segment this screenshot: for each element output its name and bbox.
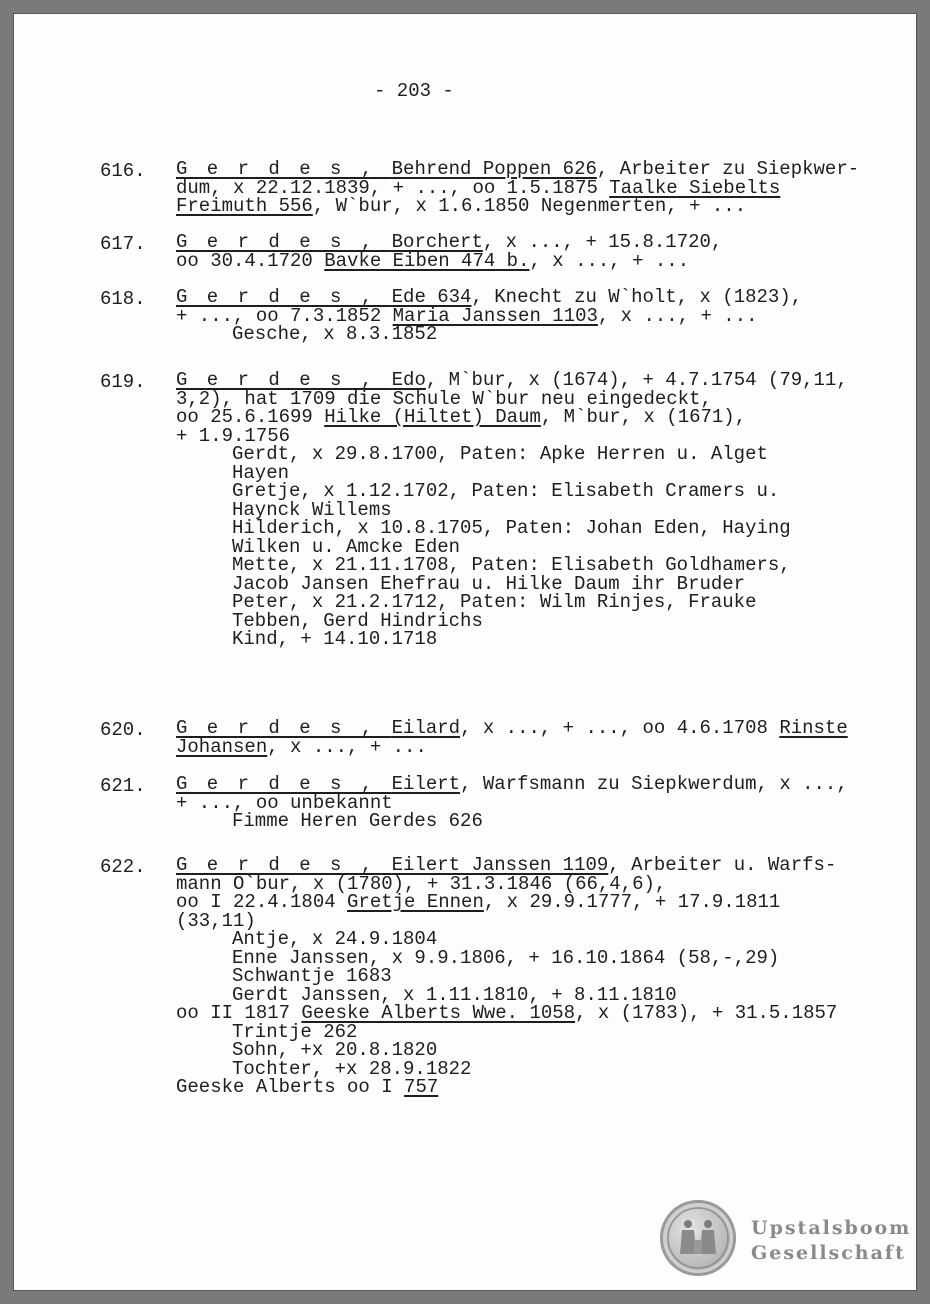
second-marriage: oo II 1817 Geeske Alberts Wwe. 1058, x (1783), + 31.5.1857 <box>176 1002 838 1024</box>
child-line: Jacob Jansen Ehefrau u. Hilke Daum ihr Bruder <box>232 572 746 595</box>
child-line: Hilderich, x 10.8.1705, Paten: Johan Eden, Haying <box>232 517 791 539</box>
child-line: Kind, + 14.10.1718 <box>232 628 438 650</box>
page-number: - 203 - <box>374 80 454 102</box>
child-line: Sohn, +x 20.8.1820 <box>232 1039 438 1061</box>
entry-number: 617. <box>100 233 146 255</box>
child-line: Wilken u. Amcke Eden <box>232 535 461 558</box>
document-page <box>14 14 916 1290</box>
entry-text: G e r d e s , Ede 634, Knecht zu W`holt, x (1823), + ..., oo 7.3.1852 Maria Janssen 1103, x ..., + ... Gesche, x 8.3.1852 <box>176 288 816 344</box>
entry-number: 620. <box>100 719 146 741</box>
society-name-line1: Upstalsboom <box>751 1217 912 1239</box>
society-name-line2: Gesellschaft <box>751 1242 906 1264</box>
child-line: Hayen <box>232 461 290 484</box>
entry-text: G e r d e s , Borchert, x ..., + 15.8.1720, oo 30.4.1720 Bavke Eiben 474 b., x ..., + ... <box>176 231 723 272</box>
child-line: Peter, x 21.2.1712, Paten: Wilm Rinjes, Frauke <box>232 591 757 613</box>
entry-number: 621. <box>100 775 146 797</box>
society-name-logo <box>751 1216 911 1266</box>
entry-text: G e r d e s , Eilard, x ..., + ..., oo 4.6.1708 Rinste Johansen, x ..., + ... <box>176 717 848 758</box>
child-line: Gretje, x 1.12.1702, Paten: Elisabeth Cramers u. <box>232 480 780 502</box>
entry-text: G e r d e s , Behrend Poppen 626, Arbeiter zu Siepkwer- dum, x 22.12.1839, + ..., oo 1.5.1875 Taalke Siebelts Freimuth 556, W`bur, x 1.6.1850 Negenmerten, + ... <box>176 158 860 217</box>
entry-text: G e r d e s , Eilert Janssen 1109, Arbeiter u. Warfs- mann O`bur, x (1780), + 31.3.1846 (66,4,6), oo I 22.4.1804 Gretje Ennen, x 29.9.1777, + 17.9.1811 (33,11) Antje, x 24.9.1804 Enne Janssen, x 9.9.1806, + 16.10.1864 (58,-,29) Schwantje 1683 Gerdt Janssen, x 1.11.1810, + 8.11.1810 oo II 1817 Geeske Alberts Wwe. 1058, x (1783), + 31.5.1857 Trintje 262 Sohn, +x 20.8.1820 Tochter, +x 28.9.1822 Geeske Alberts oo I 757 <box>176 854 838 1098</box>
child-line: Gerdt Janssen, x 1.11.1810, + 8.11.1810 <box>232 983 677 1006</box>
child-line: Tochter, +x 28.9.1822 <box>232 1057 472 1080</box>
entry-number: 618. <box>100 288 146 310</box>
society-seal-logo <box>660 1200 736 1276</box>
entry-number: 619. <box>100 371 146 393</box>
note-line: Geeske Alberts oo I 757 <box>176 1076 439 1098</box>
entry-number: 616. <box>100 160 146 182</box>
child-line: Mette, x 21.11.1708, Paten: Elisabeth Goldhamers, <box>232 554 791 576</box>
child-line: Enne Janssen, x 9.9.1806, + 16.10.1864 (58,-,29) <box>232 946 780 969</box>
child-line: Trintje 262 <box>232 1020 358 1043</box>
seal-figure-icon <box>660 1200 736 1276</box>
entry-number: 622. <box>100 856 146 878</box>
child-line: Antje, x 24.9.1804 <box>232 928 438 950</box>
child-line: Schwantje 1683 <box>232 965 392 987</box>
child-line: Gerdt, x 29.8.1700, Paten: Apke Herren u. Alget <box>232 443 768 465</box>
child-line: Fimme Heren Gerdes 626 <box>232 810 483 832</box>
entry-text: G e r d e s , Edo, M`bur, x (1674), + 4.7.1754 (79,11, 3,2), hat 1709 die Schule W`bur neu eingedeckt, oo 25.6.1699 Hilke (Hiltet) Daum, M`bur, x (1671), + 1.9.1756 Gerdt, x 29.8.1700, Paten: Apke Herren u. Alget Hayen Gretje, x 1.12.1702, Paten: Elisabeth Cramers u. Haynck Willems Hilderich, x 10.8.1705, Paten: Johan Eden, Haying Wilken u. Amcke Eden Mette, x 21.11.1708, Paten: Elisabeth Goldhamers, Jacob Jansen Ehefrau u. Hilke Daum ihr Bruder Peter, x 21.2.1712, Paten: Wilm Rinjes, Frauke Tebben, Gerd Hindrichs Kind, + 14.10.1718 <box>176 369 848 650</box>
entry-text: G e r d e s , Eilert, Warfsmann zu Siepkwerdum, x ..., + ..., oo unbekannt Fimme Heren Gerdes 626 <box>176 773 848 832</box>
child-line: Gesche, x 8.3.1852 <box>232 323 438 345</box>
child-line: Tebben, Gerd Hindrichs <box>232 609 483 632</box>
child-line: Haynck Willems <box>232 498 392 521</box>
